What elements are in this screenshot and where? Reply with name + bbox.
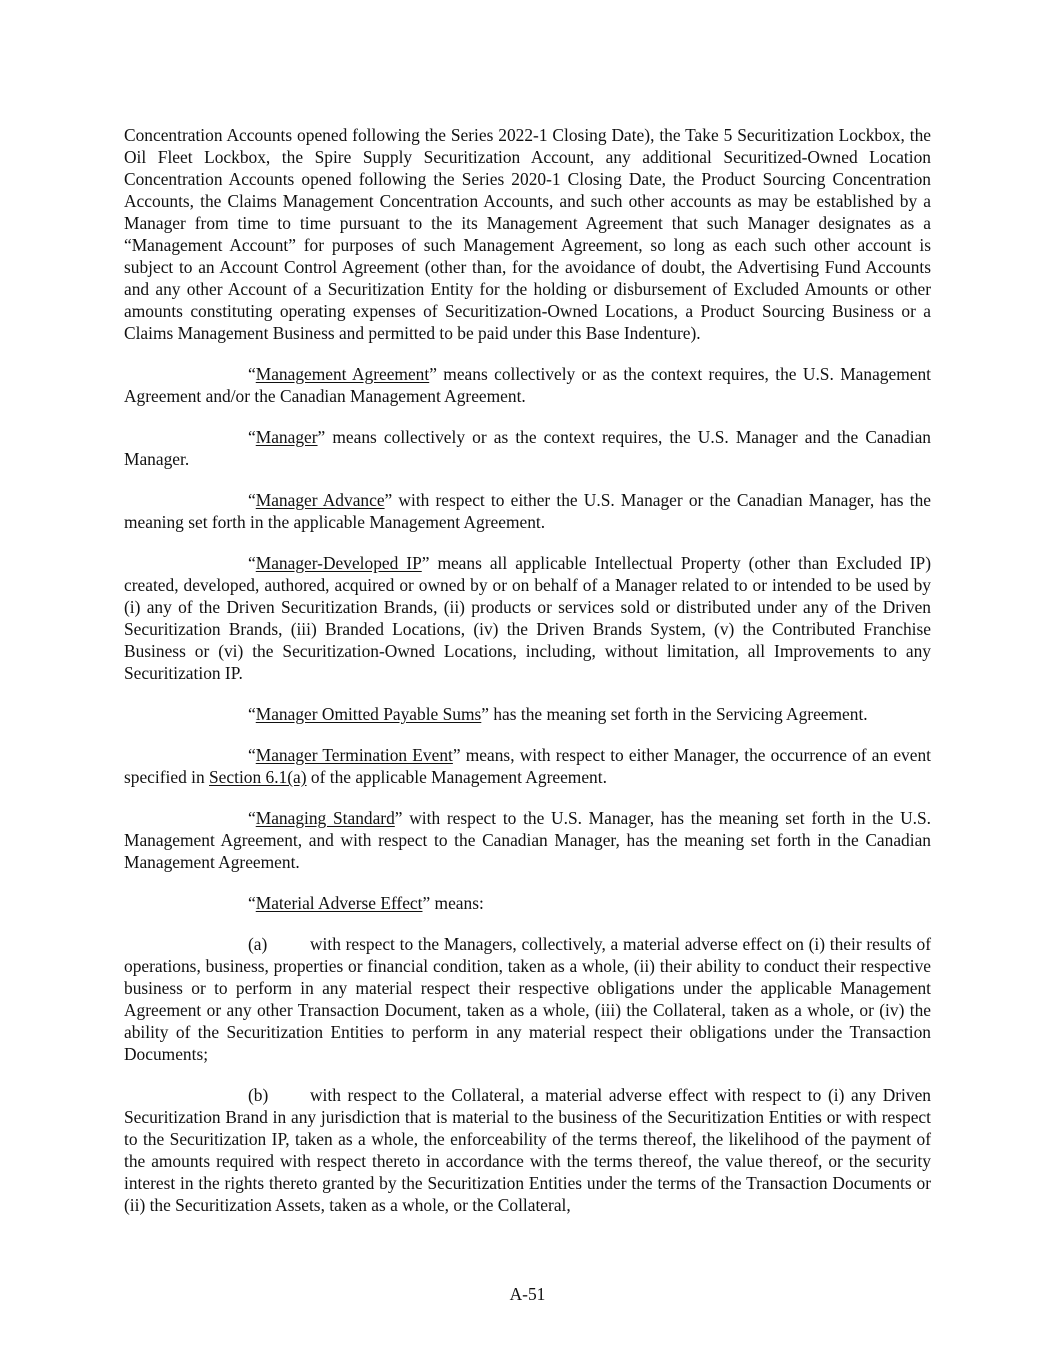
definition-manager: “Manager” means collectively or as the context requires, the U.S. Manager and the Canadian Manager. [124, 427, 931, 469]
section-reference: Section 6.1(a) [209, 767, 307, 787]
definition-manager-termination-event: “Manager Termination Event” means, with respect to either Manager, the occurrence of an event specified in Section 6.1(a) of the applicable Management Agreement. [124, 745, 931, 787]
clause-label: (b) [248, 1085, 269, 1105]
document-body [124, 124, 931, 1235]
definition-manager-advance: “Manager Advance” with respect to either the U.S. Manager or the Canadian Manager, has the meaning set forth in the applicable Management Agreement. [124, 490, 931, 532]
definition-manager-developed-ip: “Manager-Developed IP” means all applicable Intellectual Property (other than Excluded IP) created, developed, authored, acquired or owned by or on behalf of a Manager related to or intended to be used by (i) any of the Driven Securitization Brands, (ii) products or services sold or distributed under any of the Driven Securitization Brands, (iii) Branded Locations, (iv) the Driven Brands System, (v) the Contributed Franchise Business or (vi) the Securitization-Owned Locations, including, without limitation, all Improvements to any Securitization IP. [124, 553, 931, 683]
defined-term: Material Adverse Effect [255, 893, 423, 913]
defined-term: Managing Standard [255, 808, 395, 828]
clause-label: (a) [248, 934, 268, 954]
definition-managing-standard: “Managing Standard” with respect to the U.S. Manager, has the meaning set forth in the U.S. Management Agreement, and with respect to the Canadian Manager, has the meaning set forth in the Canadian Management Agreement. [124, 808, 932, 872]
clause-a: (a) with respect to the Managers, collectively, a material adverse effect on (i) their results of operations, business, properties or financial condition, taken as a whole, (ii) their ability to conduct their respective business or to perform in any material respect their respective obligations under the applicable Management Agreement or any other Transaction Document, taken as a whole, (iii) the Collateral, taken as a whole, or (iv) the ability of the Securitization Entities to perform in any material respect their obligations under the Transaction Documents; [124, 934, 931, 1064]
definition-manager-omitted-payable-sums: “Manager Omitted Payable Sums” has the meaning set forth in the Servicing Agreement. [248, 704, 868, 724]
continuation-paragraph: Concentration Accounts opened following the Series 2022-1 Closing Date), the Take 5 Securitization Lockbox, the Oil Fleet Lockbox, the Spire Supply Securitization Account, any additional Securitized-Owned Location Concentration Accounts opened following the Series 2020-1 Closing Date, the Product Sourcing Concentration Accounts, the Claims Management Concentration Accounts, and such other accounts as may be established by a Manager from time to time pursuant to the its Management Agreement that such Manager designates as a “Management Account” for purposes of such Management Agreement, so long as each such other account is subject to an Account Control Agreement (other than, for the avoidance of doubt, the Advertising Fund Accounts and any other Account of a Securitization Entity for the holding or disbursement of Excluded Amounts or other amounts constituting operating expenses of Securitization-Owned Locations, a Product Sourcing Business or a Claims Management Business and permitted to be paid under this Base Indenture). [124, 125, 931, 343]
definition-management-agreement: “Management Agreement” means collectively or as the context requires, the U.S. Management Agreement and/or the Canadian Management Agreement. [124, 364, 931, 406]
definition-material-adverse-effect: “Material Adverse Effect” means: [248, 893, 484, 913]
page-number: A-51 [509, 1284, 546, 1304]
defined-term: Manager Advance [255, 490, 385, 510]
defined-term: Manager Omitted Payable Sums [255, 704, 482, 724]
clause-b: (b) with respect to the Collateral, a material adverse effect with respect to (i) any Driven Securitization Brand in any jurisdiction that is material to the business of the Securitization Entities or with respect to the Securitization IP, taken as a whole, the enforceability of the terms thereof, the likelihood of the payment of the amounts required with respect thereto in accordance with the terms thereof, the value thereof, or the security interest in the rights thereto granted by the Securitization Entities under the terms of the Transaction Documents or (ii) the Securitization Assets, taken as a whole, or the Collateral, [124, 1085, 931, 1215]
defined-term: Manager-Developed IP [255, 553, 422, 573]
defined-term: Manager Termination Event [255, 745, 453, 765]
defined-term: Manager [255, 427, 318, 447]
defined-term: Management Agreement [255, 364, 430, 384]
